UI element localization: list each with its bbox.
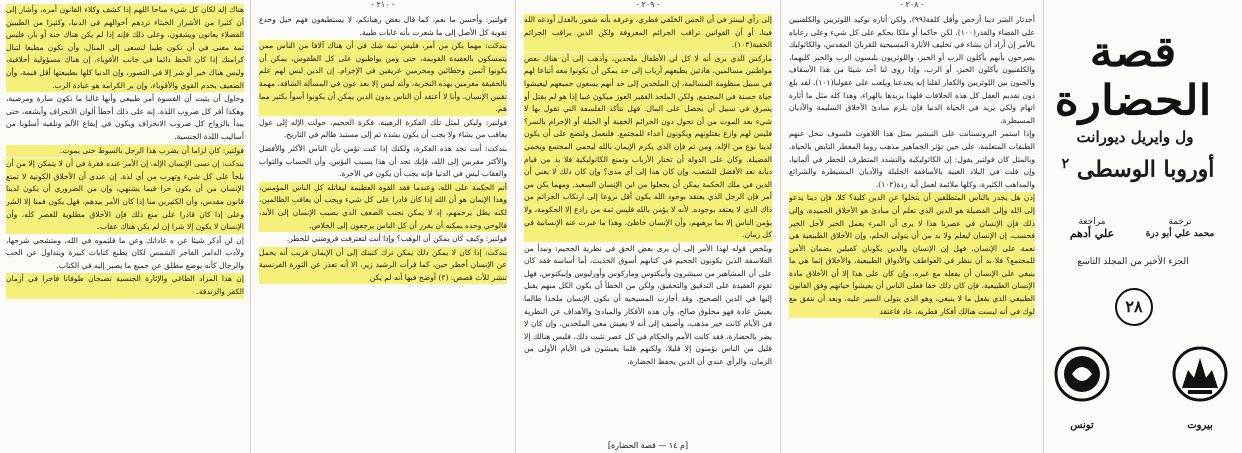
page-209-text <box>524 14 772 435</box>
translator-name: محمد علي أبو درة <box>1145 229 1215 239</box>
volume-name: أوروبا الوسطى <box>1076 156 1215 183</box>
paragraph: إذن هل يجدر بالناس المتطلعين أن يتخلوا عن الدين كلية؟ كلا، فإن دينا يدعو إلى الله وإلى الفضيلة هو الدين الذي تعلم أن مبادئ هو الأخلاق الحميدة، وإلى ذلك فإن الإنسان في عصرنا هذا لا يرى أن المرء يعمل الخير لأجل الخير فحسب، إن الإنسان ليعلم ولا بد من أن يتولى الحلم، وإن الأخلاق الطبيعية هي نعمة على الإنسان. فهل إن الإنسان والدين يكونان كفيلين بضمان الأمن للمجتمع؟ فلا بد أن ننظر في العواطف والأذواق الطبيعية، والأخلاق إنما هي ما ينبغي على الإنسان أن يفعله مع غيره، وإن كان على هذا إلا أن الأخلاق مادة الإنسان الطبيعية، فإن كان ذلك حقا فعلى الناس أن يعيشوا حياتهم وفق القانون الطبيعي الذي يفعل ما لا ينبغي، وهو الذي يتولى السير عليه. وبعد أن نتفق مع لوك في أنه ليست هنالك أفكار فطرية، عاد فاعتقد <box>789 192 1035 318</box>
paragraph: فولتير: وليكن لمثل تلك الفكرة الرهيبة، فكرة الجحيم، حولت الإله إلى غول يعاقب من يشاء ولا يجب أن يكون بشدة ثم إلى مستبد ظالم في التاريخ. <box>259 117 507 140</box>
page-number: - ٢٠٩ - <box>636 0 660 9</box>
cover-part-label: الجزء الأخير من المجلد التاسع <box>1077 257 1189 267</box>
reviewer-label: مراجعة <box>1078 217 1106 227</box>
page-210-text <box>259 14 507 447</box>
reviewer-name: علي أدهم <box>1069 227 1115 240</box>
reviewer-credit <box>1052 216 1132 240</box>
cover-title: قصة الحضارة <box>1054 27 1212 125</box>
paragraph: ماركس الذي يرى أنه لا كل لي الأطفال ملحدين، وأذهب إلى أن هناك بعض مواطنين مسالمين، هادئين يطيعهم أرباب إلى حد يمكن أن يكونوا معه أتباعا لهم في سبيل منظومة المسالمة، إن الملحدين إلى حد أنهم يسعون جميعهم ليعيشوا حياة حسنة في المجتمع. ولكن الملحد الفقير العوز ميكون غبيا إذا هو لم يقتل أو يسرق في سبيل أن يحصل على المال. فهل تتأكد الفلسفة التي تقول بها لا شيء بعد الموت من أن تحول دون الجرائم الخفية أو الحيلة أو الإجرام بالسر؟ فليس لهم وازع يقتلونهم ويكونون أعداء للمجتمع. فلنعمل ولنضع على أن يكون لدينا نوع من الإله، ومن ثم فإن الذي يكرم الإيمان بالله ليحمي المجتمع ويحمي الفضيلة. وكان على الدولة أن تختار الأرباب وتمنع الكاثوليكية فلا بد من قيام ديانة تعد الأفضل للشعب، وإن كان هذا إلى أي مدى؟ وإن كان ذلك لا يعني أن الدين في ملك الحكمة يمكن أن يجعلوا من ابن الإنسان السعيد. ومهما يكن من أمر فإن الرجل الذي يعتقد بوجود الله يكون أقل نزوعا إلى ارتكاب الجرائم من ذاك الذي لا يعتقد بوجوده. لأنه لا يؤمن بالله فليس ثمة من رادع إلا الحكومة، ولا يؤمن الناس إلا بما يرهبهم، وأن الإنسان خاطئ، وهذا ما عبرت عنه الإنسانية في كل زمان. <box>524 53 772 242</box>
page-210 <box>251 0 516 453</box>
volume-number: ٢ <box>1061 156 1070 172</box>
paragraph: إن لن أذكر شيئا عن ه غاداتك وعن ما قلتموه في الله، ومتشجي شرحها، ولأدب الدامر الفاجر الشمس لكان يطبع كتابات كبيرة ويتداول عن الحب والرجال كأنه يوضع مطلق عن جميع ما يصير إليه في الكتاب. <box>6 235 244 270</box>
page-211-text <box>6 4 244 447</box>
paragraph: وحاول أن يثبت أن القسوة أمر طبيعي وأنها غالبا ما تكون سارة ومرضية، وهكذا أقر كل ضروب اللذة. إنه على ذلك أخطأ ألوان الانحراف وأبشعه، حتى يبدأ بالزواج كل ضروب الانحراف ويكون في إيقاع الألم وتلقيه أسلوبا من أساليب اللذة الجنسية. <box>6 94 244 141</box>
paragraph: إن هذا المزاد الطاغي والإثارة الجنسية تصبحان طوفانا فاجرا في أزمان الكفر والزندقة. <box>6 273 244 298</box>
page-208 <box>781 0 1044 453</box>
paragraph: فولتير: كان لزاما أن يضرب هذا الرجل بالسوط حتى يموت. <box>6 145 244 158</box>
publisher-city-left: تونس <box>1070 420 1094 431</box>
paragraph: بندكت: إذا كان لا يمكن دلك يمكن ترك كنيتك إلى أن الإيمان قريب أنه يحمل عن الإنسان أخطر حين، كما قرأت الرشيد زير، الا أنه تعذر عن الثورة الفرنسية تنشر للأث قصص. (٢) أوضح فيها أنه لم يكن <box>259 247 507 285</box>
paragraph: إلى رأي ليبنتز في أن الحس الخلقي فطري، وعرفه بأنه شعور بالعدل أودعه الله فينا، أو أن القوانين تراقب الجرائم المعروفة ولكن الدين يراقب الجرائم الخفية(١٠٣). <box>524 14 772 52</box>
volume-badge: ٢٨ <box>1115 288 1153 326</box>
cover-volume-title <box>1058 156 1218 182</box>
page-number: - ٢١٠ - <box>371 0 395 9</box>
paragraph: وإذا استمر البروتستانت على التبشير بمثل هذا اللاهوت فلسوف تنحل عنهم الطبقات المتعلمة، على حين تؤثر الجماهير مذهب روما المعطر النابض بالحياة. وبالمثل كان فولتير يقول: إن الكاثوليكية والتشدد المتطرف للخطر في ألمانيا، وإن قلت في البلاد الغنية بالأساقفة الجليلة والأديان المسيطرة والشرائع والمذاهب الكثيرة، وكلها ملائمة لعمل أية ردة(١٠٢). <box>789 129 1035 189</box>
paragraph: ويلخص قوله لهذا الأمر إلى أن يرى بعض الحق في نظرية الجحيم: ونبدأ من الفلاسفة الذين يكونون الجحيم في كتابهم أسوق الحديث، أما أساسه فقد كان على أن المشاهير من سيشرون وأبيكتوس وماركوس وأورليوس وإبيكتوس، فهل تقوم العقيدة على التدقيق والتحقيق، ولكن من الخطأ أن يكون الكل منهم يقبل إليها في الدين الصحيح. وقد أجازت المسيحية أن يكون الإنسان ملحدا طالما يعيش عادة فهو مخلوق صالح، وأن هذه الأفكار والمبادئ والأهداف عن النظرية في الأيام كانت خير مذهب، وأضيف إلى أنه لا يعيش معي الملحدين، وإن كان لا يضر بالحضارة، فقد كانت الأمم والحكام في كل عصر تثبت ذلك، فليس هنالك إلا قليل من الناس يؤمنون إلا قليلا، ولكنهم قلما يعيشون في الأيام الأولى من الزمان، والرأي عندي أن الدين يحفظ الحضارة. <box>524 243 772 367</box>
page-209 <box>516 0 781 453</box>
translator-label: ترجمة <box>1168 217 1192 227</box>
publisher-logo-left <box>1052 344 1112 420</box>
paragraph: فولتير: وأحسن ما نعم، كما قال بعض رهبانكم، لا يستطيعون فهم حيل وخدع تقوية كل الأصل إلى ما شعرت بأنه غايات طيبة. <box>259 15 507 37</box>
page-footer: [م ١٤ — قصة الحضارة] <box>607 441 689 450</box>
publisher-city-right: بيروت <box>1187 420 1213 431</box>
publisher-logo-right <box>1170 344 1230 420</box>
cover-authors: ول وايريل ديورانت <box>1076 128 1194 146</box>
paragraph: أحدثار الشر دينا أرخص وأقل كلفة(٩٩). ولكن أثاره توكيد اللوثريين والكلفنيين على القضاء والقدر(١٠٠). لكن حاكما أو ملكا يحكم على كل شيء وعلى رعاياه بالأمر إن أراد أن يشاء في تخليف الأثارة المسيحية للقربان المقدس، والكاثوليك يصرحون بأنهم يأكلون الرب أو الخبز، واللوثريون يلبسون الرب والخبز كليهما، والكلفنيون يأكلون الخبز، أو الرب، وإذا روى لنا أحد شيئا من هذا الأسقاف والجنون بين اللوثريين والكفار لقلنا إنه يجدعنا ويلعب على عقولنا(١٠١). لقد بلغ دون تقديم العقل كل هذه الخلافات فلهذا يزيدها بالهراء، وهذا كله مثل ما أثاره اتهام ولكي يزيد في الحياة الدنيا فإن يلزم مبادئ الأخلاق السليمة والأديان المسيطرة. <box>789 15 1035 125</box>
paragraph: هناك إله لكان كل شيء مباحا اللهم إذا كشف وكلاء القانون أمره، وأشار إلى أن كثيرا من الأشرار الخبثاء تردهم أحوالهم في الدنيا، وكثيرا من الطيبين الفضلاء يعانون ويشقون، وعلى ذلك فإنه إذا لم يكن هناك جنة أو نار، فليس ثمة معنى في أن تكون طيبا لنسعى إلى المنال، وأن تكون مطيعا لتنال كرامتك إذا كان الحظ دائما في جانب الأقوياء. إن هناك مسؤولية أخلاقية، وليس هناك خير أو شر إلا في التصور، وإن الدنيا كلها بطبيعتها أقل قيمة، وأن الضعيف يخدم القوي والأقوياء، وإن بر الكرامة هو عبادة الرب. <box>6 4 244 92</box>
paragraph: بندكت: إن نسى الإنسان الإله. إن الأمر عنده فقرة في أن لا يتمكن إلا من أن يلجأ على كل شيء وتهرب من أي لذة. إن عندي أن الأخلاق الكونية لا تمنع الإنسان من أن يكون حرا فيما يشتهي، وإن من الضروري أن يكون لدينا قانون مقدس، وأن الكثيرين منا إذا كان الأمر بيدهم، فهل يكون فمنا إلا الشر وعلى إذا كان قادرا على منع ذلك فإن الأخلاق مطلوبة للعصر كله، وأن الإنسان لا يكون إلا شرا إن لم يكن هناك عقاب. <box>6 158 244 234</box>
paragraph: فولتير: وكيف كان يمكن أن الوهب؟ وإذا أنت لتعترفت فروضني للخطر. <box>286 234 507 244</box>
page-211 <box>0 0 251 453</box>
page-208-text <box>789 14 1035 447</box>
paragraph: أتم الحكمة على الله، وعندما فقد القوة العظيمة ليقاتله كل الناس المؤمنين، وهذا الإيمان هو أن الله إذا كان قادرا على كل شيء ويجب أن يعاقب الظالمين، لكنه يظل يرحمهم، إذ لا يمكن تجنب الضعف الذي يصيب الإنسان إلى الأبد، فالوحي وحده يمكنه أن يقرر أن كل الناس يرجعون إلى الخلاص. <box>259 182 507 232</box>
paragraph: بندكت: مهما يكن من أمر، فليس ثمة شك في أن هناك آلافا من الناس ممن يتمسكون بالعقيدة القويمة، حتى ومن يواظبون على كل الطقوس، يمكن أن يكونوا آثمين وخطائين ومجرمين عريقين في الإجرام. إن الذين ليس لهم علم بالحقيقة مغرمين بهذه التجربة، وأنه ليس إلا بعد عون في المسألة الشاقة، مهمة تقنين الإنسان، وأنا لا أعتقد أن الناس بدون الدين يمكن أن يكونوا أسوأ بكثير مما هم. <box>259 40 507 116</box>
translator-credit <box>1140 216 1220 240</box>
page-number: - ٢٠٨ - <box>900 0 924 9</box>
paragraph: بندكت: أنت تجد هذه الفكرة، ولكنك إذا كنت تؤمن بأن الناس الأكثر والأفضل والأكثر مقربين إلى الله، فإنك تجد أن هذا يسبب البؤس، وأن الحساب والثواب والعقاب ليس في الدنيا فإنه يجب أن يكون في الآخرة. <box>259 143 507 179</box>
